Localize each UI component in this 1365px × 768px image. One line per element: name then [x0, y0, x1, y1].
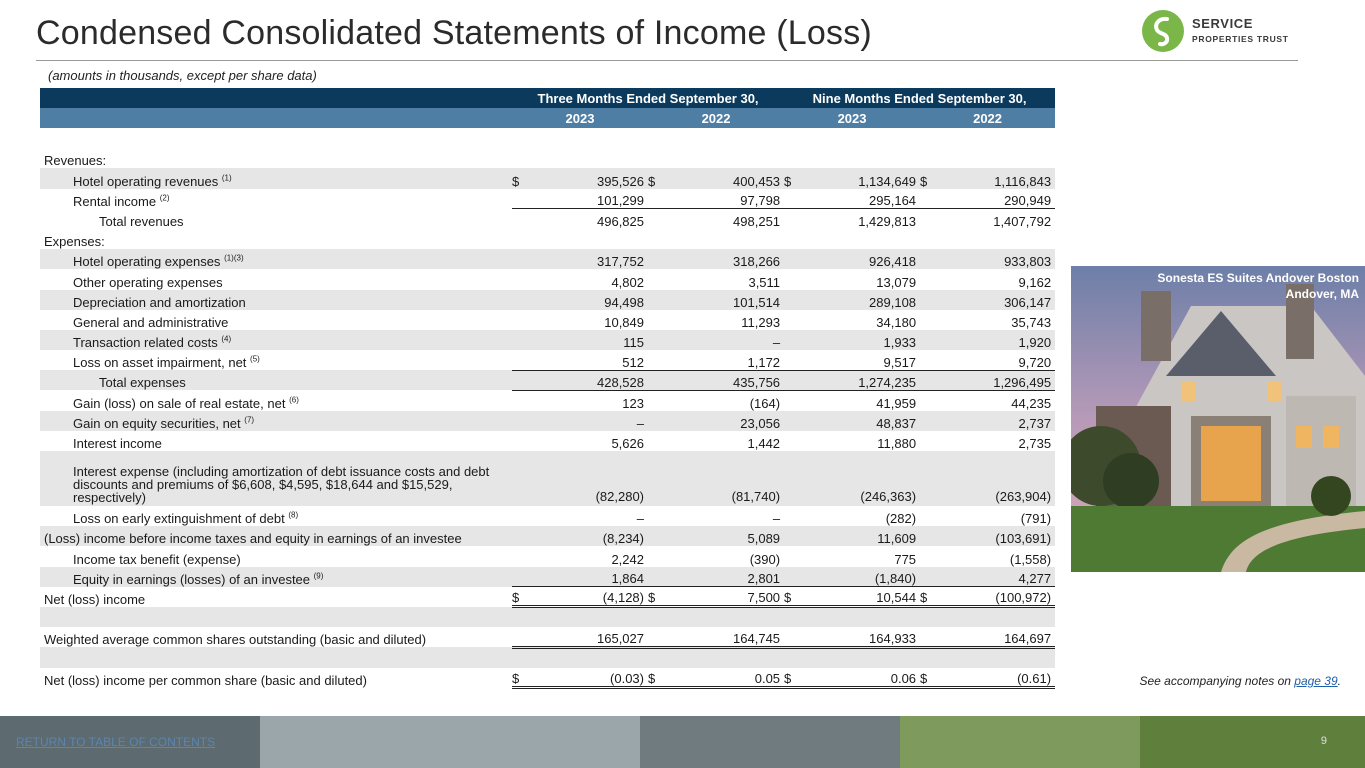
value-cell: 1,864 — [534, 567, 648, 587]
value-cell: – — [636, 511, 644, 527]
currency-symbol: $ — [512, 668, 534, 688]
currency-symbol — [920, 209, 942, 229]
row-label-text: Rental income — [73, 193, 157, 209]
currency-symbol: $ — [920, 168, 942, 188]
value-cell: 5,089 — [670, 526, 784, 546]
row-label — [40, 350, 512, 370]
value-cell: 0.06 — [806, 668, 920, 688]
value-cell: 926,418 — [806, 249, 920, 269]
period-header-row — [40, 88, 1055, 108]
spacer-row — [40, 128, 1055, 148]
value-cell: (164) — [670, 390, 784, 410]
value-cell: 94,498 — [534, 290, 648, 310]
notes-prefix: See accompanying notes on — [1139, 674, 1295, 688]
value-cell: 1,429,813 — [806, 209, 920, 229]
value-cell: 1,134,649 — [806, 168, 920, 188]
notes-suffix: . — [1337, 674, 1341, 688]
footnote-marker: (7) — [244, 415, 255, 425]
currency-symbol — [920, 189, 942, 209]
footnote-marker: (2) — [159, 193, 170, 203]
table-row-general-and-administrative — [40, 310, 1055, 330]
photo-caption — [1157, 270, 1359, 302]
row-label-text: Total revenues — [99, 213, 184, 229]
currency-symbol: $ — [512, 168, 534, 188]
value-cell: (263,904) — [942, 451, 1055, 506]
currency-symbol — [784, 209, 806, 229]
value-cell: (390) — [749, 551, 781, 567]
currency-symbol — [920, 506, 942, 526]
currency-symbol — [920, 411, 942, 431]
value-cell: 0.05 — [670, 668, 784, 688]
value-cell: 13,079 — [876, 274, 917, 290]
property-photo — [1071, 266, 1365, 572]
row-label — [40, 229, 512, 249]
currency-symbol: $ — [512, 587, 534, 607]
value-cell: 1,274,235 — [806, 370, 920, 390]
value-cell: (282) — [885, 511, 917, 527]
currency-symbol — [648, 350, 670, 370]
footnote-marker: (4) — [221, 334, 232, 344]
value-cell: (0.61) — [942, 668, 1055, 688]
value-cell: (8,234) — [534, 526, 648, 546]
row-label-text: Depreciation and amortization — [73, 294, 246, 310]
value-cell — [534, 229, 648, 249]
currency-symbol — [784, 249, 806, 269]
value-cell — [806, 229, 920, 249]
logo-text-properties-trust: PROPERTIES TRUST — [1192, 34, 1289, 44]
currency-symbol — [920, 249, 942, 269]
table-row-total-revenues — [40, 209, 1055, 229]
value-cell: 1,920 — [942, 330, 1055, 350]
photo-caption-property: Sonesta ES Suites Andover Boston — [1157, 271, 1359, 285]
value-cell: (4,128) — [534, 587, 648, 607]
row-label — [40, 148, 512, 168]
currency-symbol — [512, 189, 534, 209]
table-row-other-operating-expenses — [40, 269, 1055, 289]
value-cell: 11,880 — [877, 436, 917, 451]
row-label-text: Gain on equity securities, net — [73, 415, 241, 431]
value-cell: 1,407,792 — [942, 209, 1055, 229]
row-label — [40, 290, 512, 310]
currency-symbol — [920, 627, 942, 647]
currency-symbol — [648, 627, 670, 647]
spacer-row — [40, 607, 1055, 627]
value-cell: 164,697 — [942, 627, 1055, 647]
currency-symbol — [920, 310, 942, 330]
currency-symbol — [784, 390, 806, 410]
value-cell: 775 — [894, 551, 917, 567]
value-cell: 395,526 — [534, 168, 648, 188]
value-cell: 41,959 — [806, 390, 920, 410]
currency-symbol — [648, 567, 670, 587]
currency-symbol: $ — [784, 587, 806, 607]
currency-symbol: $ — [648, 668, 670, 688]
company-logo — [1140, 10, 1310, 54]
table-row-gain-loss-on-sale-of-real-estate-net — [40, 390, 1055, 410]
accompanying-notes — [1139, 674, 1341, 688]
table-row-hotel-operating-expenses — [40, 249, 1055, 269]
value-cell — [942, 229, 1055, 249]
table-row-loss-on-early-extinguishment-of-debt — [40, 506, 1055, 526]
value-cell: (246,363) — [806, 451, 920, 506]
value-cell: – — [534, 411, 648, 431]
value-cell: 23,056 — [670, 411, 784, 431]
currency-symbol — [648, 310, 670, 330]
currency-symbol: $ — [648, 168, 670, 188]
table-row-total-expenses — [40, 370, 1055, 390]
currency-symbol — [920, 350, 942, 370]
footnote-marker: (9) — [313, 571, 324, 581]
value-cell — [670, 229, 784, 249]
row-label — [40, 269, 512, 289]
value-cell: 35,743 — [1011, 314, 1052, 330]
currency-symbol — [648, 290, 670, 310]
value-cell: (103,691) — [942, 526, 1055, 546]
row-label — [40, 390, 512, 410]
currency-symbol: $ — [920, 668, 942, 688]
value-cell: 10,544 — [806, 587, 920, 607]
value-cell: 289,108 — [806, 290, 920, 310]
table-row-expenses — [40, 229, 1055, 249]
currency-symbol — [920, 431, 942, 451]
hotel-building-image — [1071, 266, 1365, 572]
value-cell: 512 — [622, 354, 644, 370]
value-cell: 164,745 — [670, 627, 784, 647]
value-cell: 290,949 — [1004, 193, 1052, 209]
currency-symbol — [920, 290, 942, 310]
value-cell: 101,514 — [670, 290, 784, 310]
value-cell: (791) — [1020, 511, 1052, 527]
value-cell: 400,453 — [670, 168, 784, 188]
return-to-toc-link[interactable]: RETURN TO TABLE OF CONTENTS — [16, 735, 216, 749]
row-label-text: (Loss) income before income taxes and equity in earnings of an investee — [44, 531, 462, 547]
currency-symbol — [648, 269, 670, 289]
value-cell: 115 — [534, 330, 648, 350]
row-label — [40, 506, 512, 526]
row-label-text: Revenues: — [44, 153, 107, 169]
row-label-text: Equity in earnings (losses) of an investee — [73, 571, 311, 587]
value-cell — [942, 148, 1055, 168]
currency-symbol — [648, 209, 670, 229]
value-cell: 10,849 — [604, 314, 644, 330]
year-header: 2022 — [920, 108, 1055, 128]
currency-symbol — [512, 229, 534, 249]
spacer-row — [40, 647, 1055, 667]
row-label — [40, 370, 512, 390]
row-label — [40, 330, 512, 350]
value-cell: 165,027 — [534, 627, 648, 647]
table-row-depreciation-and-amortization — [40, 290, 1055, 310]
currency-symbol — [512, 290, 534, 310]
currency-symbol — [648, 390, 670, 410]
value-cell: 48,837 — [806, 411, 920, 431]
value-cell: 3,511 — [748, 274, 781, 290]
currency-symbol — [512, 451, 534, 506]
row-label — [40, 668, 512, 688]
table-row-gain-on-equity-securities-net — [40, 411, 1055, 431]
value-cell: 2,242 — [611, 551, 644, 567]
value-cell: 318,266 — [670, 249, 784, 269]
currency-symbol — [648, 526, 670, 546]
currency-symbol: $ — [784, 168, 806, 188]
value-cell: (81,740) — [670, 451, 784, 506]
currency-symbol — [784, 546, 806, 566]
footnote-marker: (8) — [288, 510, 299, 520]
title-divider — [36, 60, 1298, 61]
currency-symbol — [784, 627, 806, 647]
value-cell: 4,277 — [942, 567, 1055, 587]
value-cell: 11,293 — [741, 314, 781, 330]
currency-symbol — [512, 269, 534, 289]
table-row-equity-in-earnings-losses-of-an-investee — [40, 567, 1055, 587]
row-label — [40, 587, 512, 607]
value-cell: 306,147 — [942, 290, 1055, 310]
currency-symbol — [784, 370, 806, 390]
footnote-marker: (5) — [250, 354, 260, 364]
table-row-net-loss-income-per-common-share-basic-a — [40, 668, 1055, 688]
currency-symbol — [920, 229, 942, 249]
value-cell — [534, 148, 648, 168]
table-row-loss-on-asset-impairment-net — [40, 350, 1055, 370]
footnote-marker: (1) — [221, 173, 232, 183]
row-label-text: Gain (loss) on sale of real estate, net — [73, 395, 286, 411]
currency-symbol — [784, 269, 806, 289]
currency-symbol — [784, 431, 806, 451]
value-cell: 44,235 — [942, 390, 1055, 410]
currency-symbol — [784, 189, 806, 209]
value-cell: 97,798 — [740, 193, 781, 209]
currency-symbol — [920, 148, 942, 168]
value-cell: 101,299 — [597, 193, 644, 209]
currency-symbol — [512, 249, 534, 269]
currency-symbol — [648, 451, 670, 506]
currency-symbol — [648, 506, 670, 526]
logo-mark-icon — [1142, 10, 1184, 52]
row-label-text: Income tax benefit (expense) — [73, 551, 241, 567]
income-statement-table — [40, 88, 1055, 689]
currency-symbol — [784, 310, 806, 330]
currency-symbol — [784, 526, 806, 546]
table-row-weighted-average-common-shares-outstandi — [40, 627, 1055, 647]
currency-symbol — [920, 451, 942, 506]
currency-symbol — [512, 350, 534, 370]
amounts-note: (amounts in thousands, except per share data) — [48, 68, 317, 83]
currency-symbol — [784, 330, 806, 350]
year-header: 2023 — [512, 108, 648, 128]
year-header: 2023 — [784, 108, 920, 128]
row-label-text: General and administrative — [73, 314, 229, 330]
currency-symbol — [920, 526, 942, 546]
table-row-net-loss-income — [40, 587, 1055, 607]
currency-symbol — [784, 567, 806, 587]
value-cell: 5,626 — [611, 436, 644, 451]
table-row-income-tax-benefit-expense — [40, 546, 1055, 566]
value-cell: 4,802 — [611, 274, 644, 290]
row-label — [40, 168, 512, 188]
row-label — [40, 249, 512, 269]
table-row-transaction-related-costs — [40, 330, 1055, 350]
value-cell: 1,296,495 — [942, 370, 1055, 390]
currency-symbol — [648, 330, 670, 350]
row-label — [40, 411, 512, 431]
row-label — [40, 546, 512, 566]
value-cell: 1,442 — [747, 436, 781, 451]
value-cell: – — [670, 330, 784, 350]
footnote-marker: (1)(3) — [224, 253, 244, 263]
row-label-text: Net (loss) income — [44, 591, 146, 607]
currency-symbol — [512, 506, 534, 526]
currency-symbol — [512, 431, 534, 451]
photo-caption-location: Andover, MA — [1285, 287, 1359, 301]
currency-symbol — [512, 370, 534, 390]
row-label-text: Hotel operating expenses — [73, 254, 221, 270]
value-cell: 317,752 — [534, 249, 648, 269]
currency-symbol — [920, 546, 942, 566]
row-label-text: Interest income — [73, 436, 162, 451]
currency-symbol — [648, 249, 670, 269]
row-label — [40, 451, 512, 506]
currency-symbol — [512, 390, 534, 410]
nine-months-header: Nine Months Ended September 30, — [784, 88, 1055, 108]
currency-symbol — [648, 229, 670, 249]
year-header-row — [40, 108, 1055, 128]
currency-symbol — [512, 148, 534, 168]
value-cell: 2,737 — [942, 411, 1055, 431]
logo-text-service: SERVICE — [1192, 16, 1254, 31]
value-cell: 1,172 — [747, 354, 781, 370]
row-label-text: Expenses: — [44, 234, 105, 250]
currency-symbol — [512, 526, 534, 546]
value-cell: 2,801 — [670, 567, 784, 587]
value-cell: 9,162 — [1018, 274, 1052, 290]
currency-symbol — [784, 411, 806, 431]
currency-symbol — [784, 229, 806, 249]
row-label — [40, 310, 512, 330]
currency-symbol — [648, 370, 670, 390]
currency-symbol — [920, 390, 942, 410]
value-cell: 498,251 — [670, 209, 784, 229]
notes-page-link[interactable]: page 39 — [1294, 674, 1338, 688]
year-header: 2022 — [648, 108, 784, 128]
value-cell: 7,500 — [670, 587, 784, 607]
value-cell: 34,180 — [876, 314, 917, 330]
row-label-text: Total expenses — [99, 375, 186, 391]
value-cell — [806, 148, 920, 168]
currency-symbol — [784, 451, 806, 506]
currency-symbol — [648, 546, 670, 566]
page-number: 9 — [1320, 735, 1327, 747]
currency-symbol — [512, 411, 534, 431]
value-cell: (0.03) — [534, 668, 648, 688]
value-cell: 164,933 — [806, 627, 920, 647]
currency-symbol — [648, 189, 670, 209]
currency-symbol — [512, 546, 534, 566]
row-label-text: Other operating expenses — [73, 274, 223, 290]
value-cell: 933,803 — [942, 249, 1055, 269]
row-label-text: Transaction related costs — [73, 335, 218, 351]
currency-symbol — [648, 148, 670, 168]
value-cell: 1,933 — [806, 330, 920, 350]
three-months-header: Three Months Ended September 30, — [512, 88, 784, 108]
table-row-hotel-operating-revenues — [40, 168, 1055, 188]
currency-symbol — [784, 148, 806, 168]
value-cell: 1,116,843 — [942, 168, 1055, 188]
currency-symbol — [784, 290, 806, 310]
currency-symbol — [920, 330, 942, 350]
row-label — [40, 189, 512, 209]
value-cell: (1,840) — [806, 567, 920, 587]
value-cell: 11,609 — [806, 526, 920, 546]
currency-symbol: $ — [920, 587, 942, 607]
value-cell: 295,164 — [869, 193, 917, 209]
value-cell: 9,720 — [1018, 354, 1052, 370]
value-cell: – — [772, 511, 781, 527]
table-row-rental-income — [40, 189, 1055, 209]
table-row-interest-expense-including-amortization- — [40, 451, 1055, 506]
currency-symbol — [648, 411, 670, 431]
value-cell: 428,528 — [534, 370, 648, 390]
value-cell: (82,280) — [534, 451, 648, 506]
value-cell: 9,517 — [883, 354, 917, 370]
table-row-interest-income — [40, 431, 1055, 451]
currency-symbol — [784, 506, 806, 526]
currency-symbol — [512, 627, 534, 647]
currency-symbol — [648, 431, 670, 451]
currency-symbol — [512, 330, 534, 350]
row-label — [40, 567, 512, 587]
currency-symbol — [784, 350, 806, 370]
value-cell: (100,972) — [942, 587, 1055, 607]
value-cell: 435,756 — [670, 370, 784, 390]
value-cell: 123 — [534, 390, 648, 410]
row-label-text: Net (loss) income per common share (basic and diluted) — [44, 672, 367, 688]
row-label — [40, 526, 512, 546]
row-label-text: Interest expense (including amortization of debt issuance costs and debt discounts and premiums of $6,608, $4,595, $18,644 and $15,529, respectively) — [73, 464, 490, 505]
currency-symbol: $ — [648, 587, 670, 607]
row-label — [40, 209, 512, 229]
value-cell: 496,825 — [534, 209, 648, 229]
currency-symbol: $ — [784, 668, 806, 688]
row-label — [40, 627, 512, 647]
currency-symbol — [512, 310, 534, 330]
row-label — [40, 431, 512, 451]
row-label-text: Hotel operating revenues — [73, 173, 219, 189]
value-cell — [670, 148, 784, 168]
currency-symbol — [920, 567, 942, 587]
table-row-revenues — [40, 148, 1055, 168]
currency-symbol — [920, 370, 942, 390]
value-cell: (1,558) — [1009, 551, 1052, 567]
currency-symbol — [512, 567, 534, 587]
footnote-marker: (6) — [289, 395, 299, 405]
currency-symbol — [920, 269, 942, 289]
table-row-loss-income-before-income-taxes-and-equi — [40, 526, 1055, 546]
page-title: Condensed Consolidated Statements of Income (Loss) — [36, 14, 872, 52]
value-cell: 2,735 — [1018, 436, 1052, 451]
row-label-text: Loss on early extinguishment of debt — [73, 511, 285, 527]
row-label-text: Weighted average common shares outstanding (basic and diluted) — [44, 632, 427, 648]
row-label-text: Loss on asset impairment, net — [73, 355, 247, 371]
currency-symbol — [512, 209, 534, 229]
